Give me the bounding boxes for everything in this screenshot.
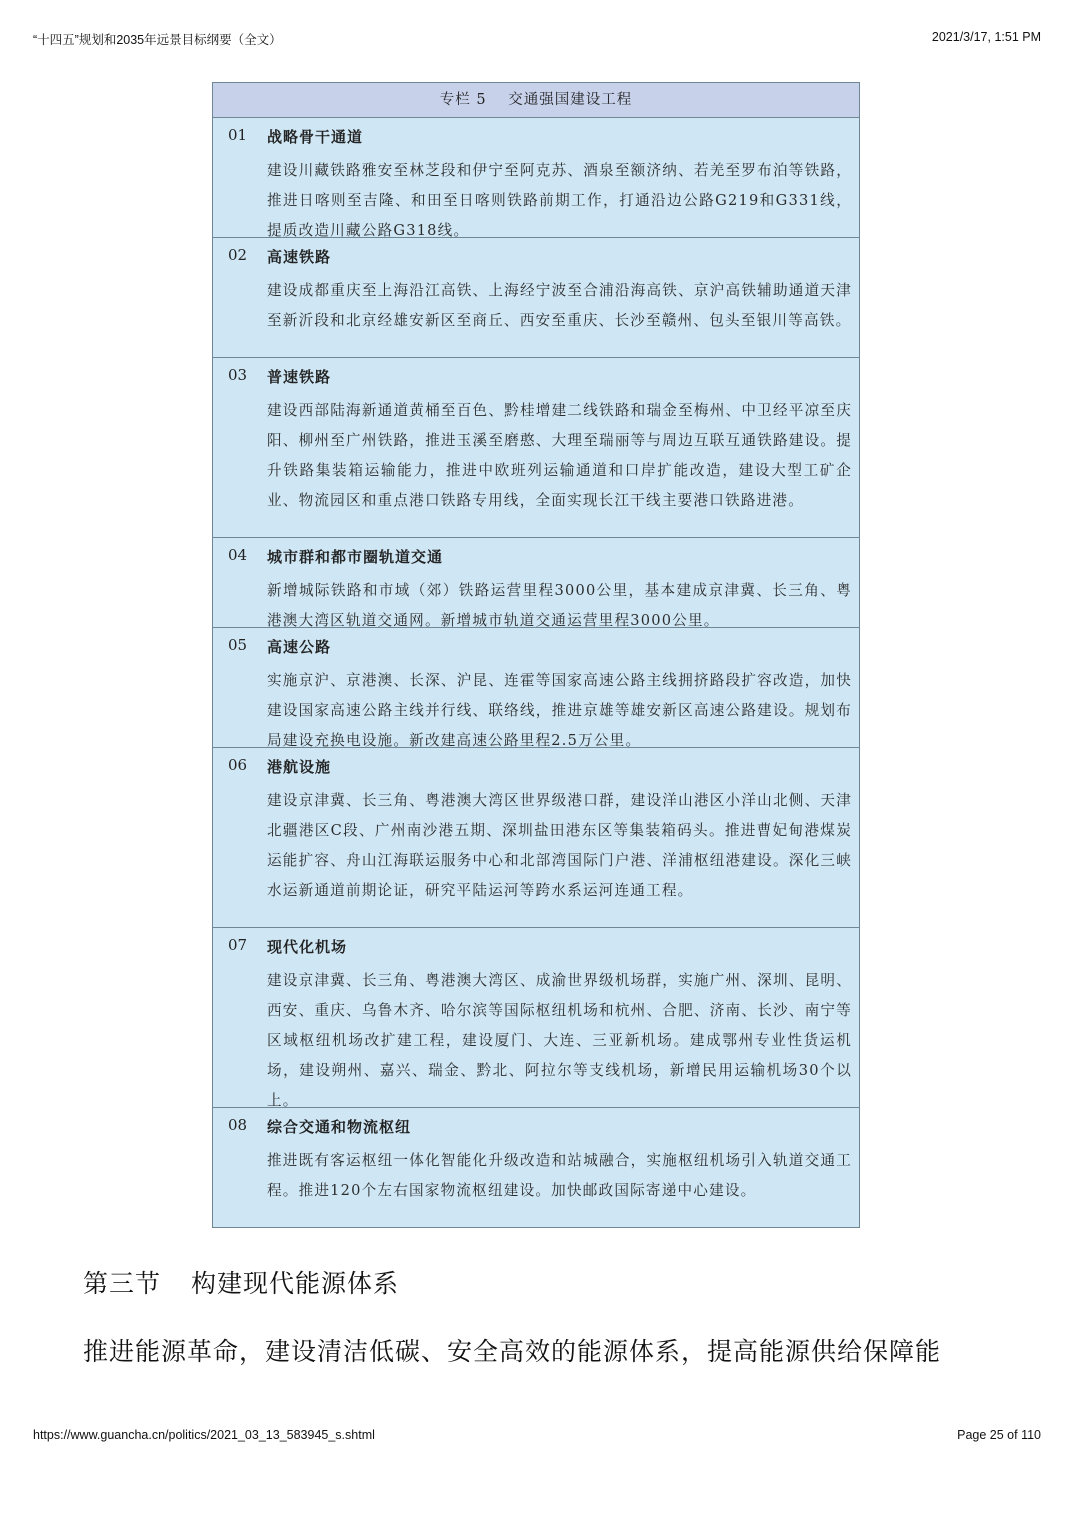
row-body: 实施京沪、京港澳、长深、沪昆、连霍等国家高速公路主线拥挤路段扩容改造，加快建设国家高速公路主线并行线、联络线，推进京雄等雄安新区高速公路建设。规划布局建设充换电设施。新改建高速公路里程2.5万公里。 bbox=[267, 672, 852, 749]
section-title: 构建现代能源体系 bbox=[191, 1269, 400, 1298]
row-number: 07 bbox=[228, 936, 248, 954]
table-row bbox=[213, 238, 859, 358]
table-row bbox=[213, 1108, 859, 1228]
row-number: 06 bbox=[228, 756, 248, 774]
table-row bbox=[213, 118, 859, 238]
print-footer bbox=[33, 1428, 1041, 1448]
table-row bbox=[213, 628, 859, 748]
row-number: 05 bbox=[228, 636, 248, 654]
row-heading: 综合交通和物流枢纽 bbox=[267, 1118, 412, 1136]
table-row bbox=[213, 538, 859, 628]
row-body: 建设川藏铁路雅安至林芝段和伊宁至阿克苏、酒泉至额济纳、若羌至罗布泊等铁路，推进日喀则至吉隆、和田至日喀则铁路前期工作，打通沿边公路G219和G331线，提质改造川藏公路G318线。 bbox=[267, 162, 852, 239]
row-number: 01 bbox=[228, 126, 248, 144]
row-body: 推进既有客运枢纽一体化智能化升级改造和站城融合，实施枢纽机场引入轨道交通工程。推进120个左右国家物流枢纽建设。加快邮政国际寄递中心建设。 bbox=[267, 1152, 852, 1199]
table-title-text: 交通强国建设工程 bbox=[508, 92, 633, 108]
print-header bbox=[33, 30, 1041, 50]
table-row bbox=[213, 928, 859, 1108]
row-number: 03 bbox=[228, 366, 248, 384]
body-paragraph: 推进能源革命，建设清洁低碳、安全高效的能源体系，提高能源供给保障能 bbox=[83, 1337, 942, 1366]
row-number: 04 bbox=[228, 546, 248, 564]
row-heading: 普速铁路 bbox=[267, 368, 332, 386]
document-title: “十四五”规划和2035年远景目标纲要（全文） bbox=[33, 33, 282, 47]
table-title-label: 专栏 5 bbox=[439, 92, 487, 108]
table-row bbox=[213, 358, 859, 538]
section-heading bbox=[83, 1264, 399, 1300]
section-label: 第三节 bbox=[83, 1269, 162, 1298]
row-body: 建设西部陆海新通道黄桶至百色、黔桂增建二线铁路和瑞金至梅州、中卫经平凉至庆阳、柳州至广州铁路，推进玉溪至磨憨、大理至瑞丽等与周边互联互通铁路建设。提升铁路集装箱运输能力，推进中欧班列运输通道和口岸扩能改造，建设大型工矿企业、物流园区和重点港口铁路专用线，全面实现长江干线主要港口铁路进港。 bbox=[267, 402, 852, 509]
row-body: 建设京津冀、长三角、粤港澳大湾区世界级港口群，建设洋山港区小洋山北侧、天津北疆港区C段、广州南沙港五期、深圳盐田港东区等集装箱码头。推进曹妃甸港煤炭运能扩容、舟山江海联运服务中心和北部湾国际门户港、洋浦枢纽港建设。深化三峡水运新通道前期论证，研究平陆运河等跨水系运河连通工程。 bbox=[267, 792, 852, 899]
row-body: 新增城际铁路和市域（郊）铁路运营里程3000公里，基本建成京津冀、长三角、粤港澳大湾区轨道交通网。新增城市轨道交通运营里程3000公里。 bbox=[267, 582, 852, 629]
row-heading: 高速公路 bbox=[267, 638, 332, 656]
row-number: 02 bbox=[228, 246, 248, 264]
row-heading: 港航设施 bbox=[267, 758, 332, 776]
row-heading: 城市群和都市圈轨道交通 bbox=[267, 548, 444, 566]
row-heading: 战略骨干通道 bbox=[267, 128, 364, 146]
row-heading: 高速铁路 bbox=[267, 248, 332, 266]
row-body: 建设京津冀、长三角、粤港澳大湾区、成渝世界级机场群，实施广州、深圳、昆明、西安、重庆、乌鲁木齐、哈尔滨等国际枢纽机场和杭州、合肥、济南、长沙、南宁等区域枢纽机场改扩建工程，建设厦门、大连、三亚新机场。建成鄂州专业性货运机场，建设朔州、嘉兴、瑞金、黔北、阿拉尔等支线机场，新增民用运输机场30个以上。 bbox=[267, 972, 852, 1109]
source-url[interactable]: https://www.guancha.cn/politics/2021_03_13_583945_s.shtml bbox=[33, 1428, 375, 1442]
page-number: Page 25 of 110 bbox=[957, 1428, 1041, 1442]
row-number: 08 bbox=[228, 1116, 248, 1134]
table-row bbox=[213, 748, 859, 928]
transport-project-table-image bbox=[212, 82, 860, 1228]
row-body: 建设成都重庆至上海沿江高铁、上海经宁波至合浦沿海高铁、京沪高铁辅助通道天津至新沂段和北京经雄安新区至商丘、西安至重庆、长沙至赣州、包头至银川等高铁。 bbox=[267, 282, 852, 329]
table-title bbox=[213, 83, 859, 118]
row-heading: 现代化机场 bbox=[267, 938, 348, 956]
print-timestamp: 2021/3/17, 1:51 PM bbox=[931, 30, 1041, 44]
